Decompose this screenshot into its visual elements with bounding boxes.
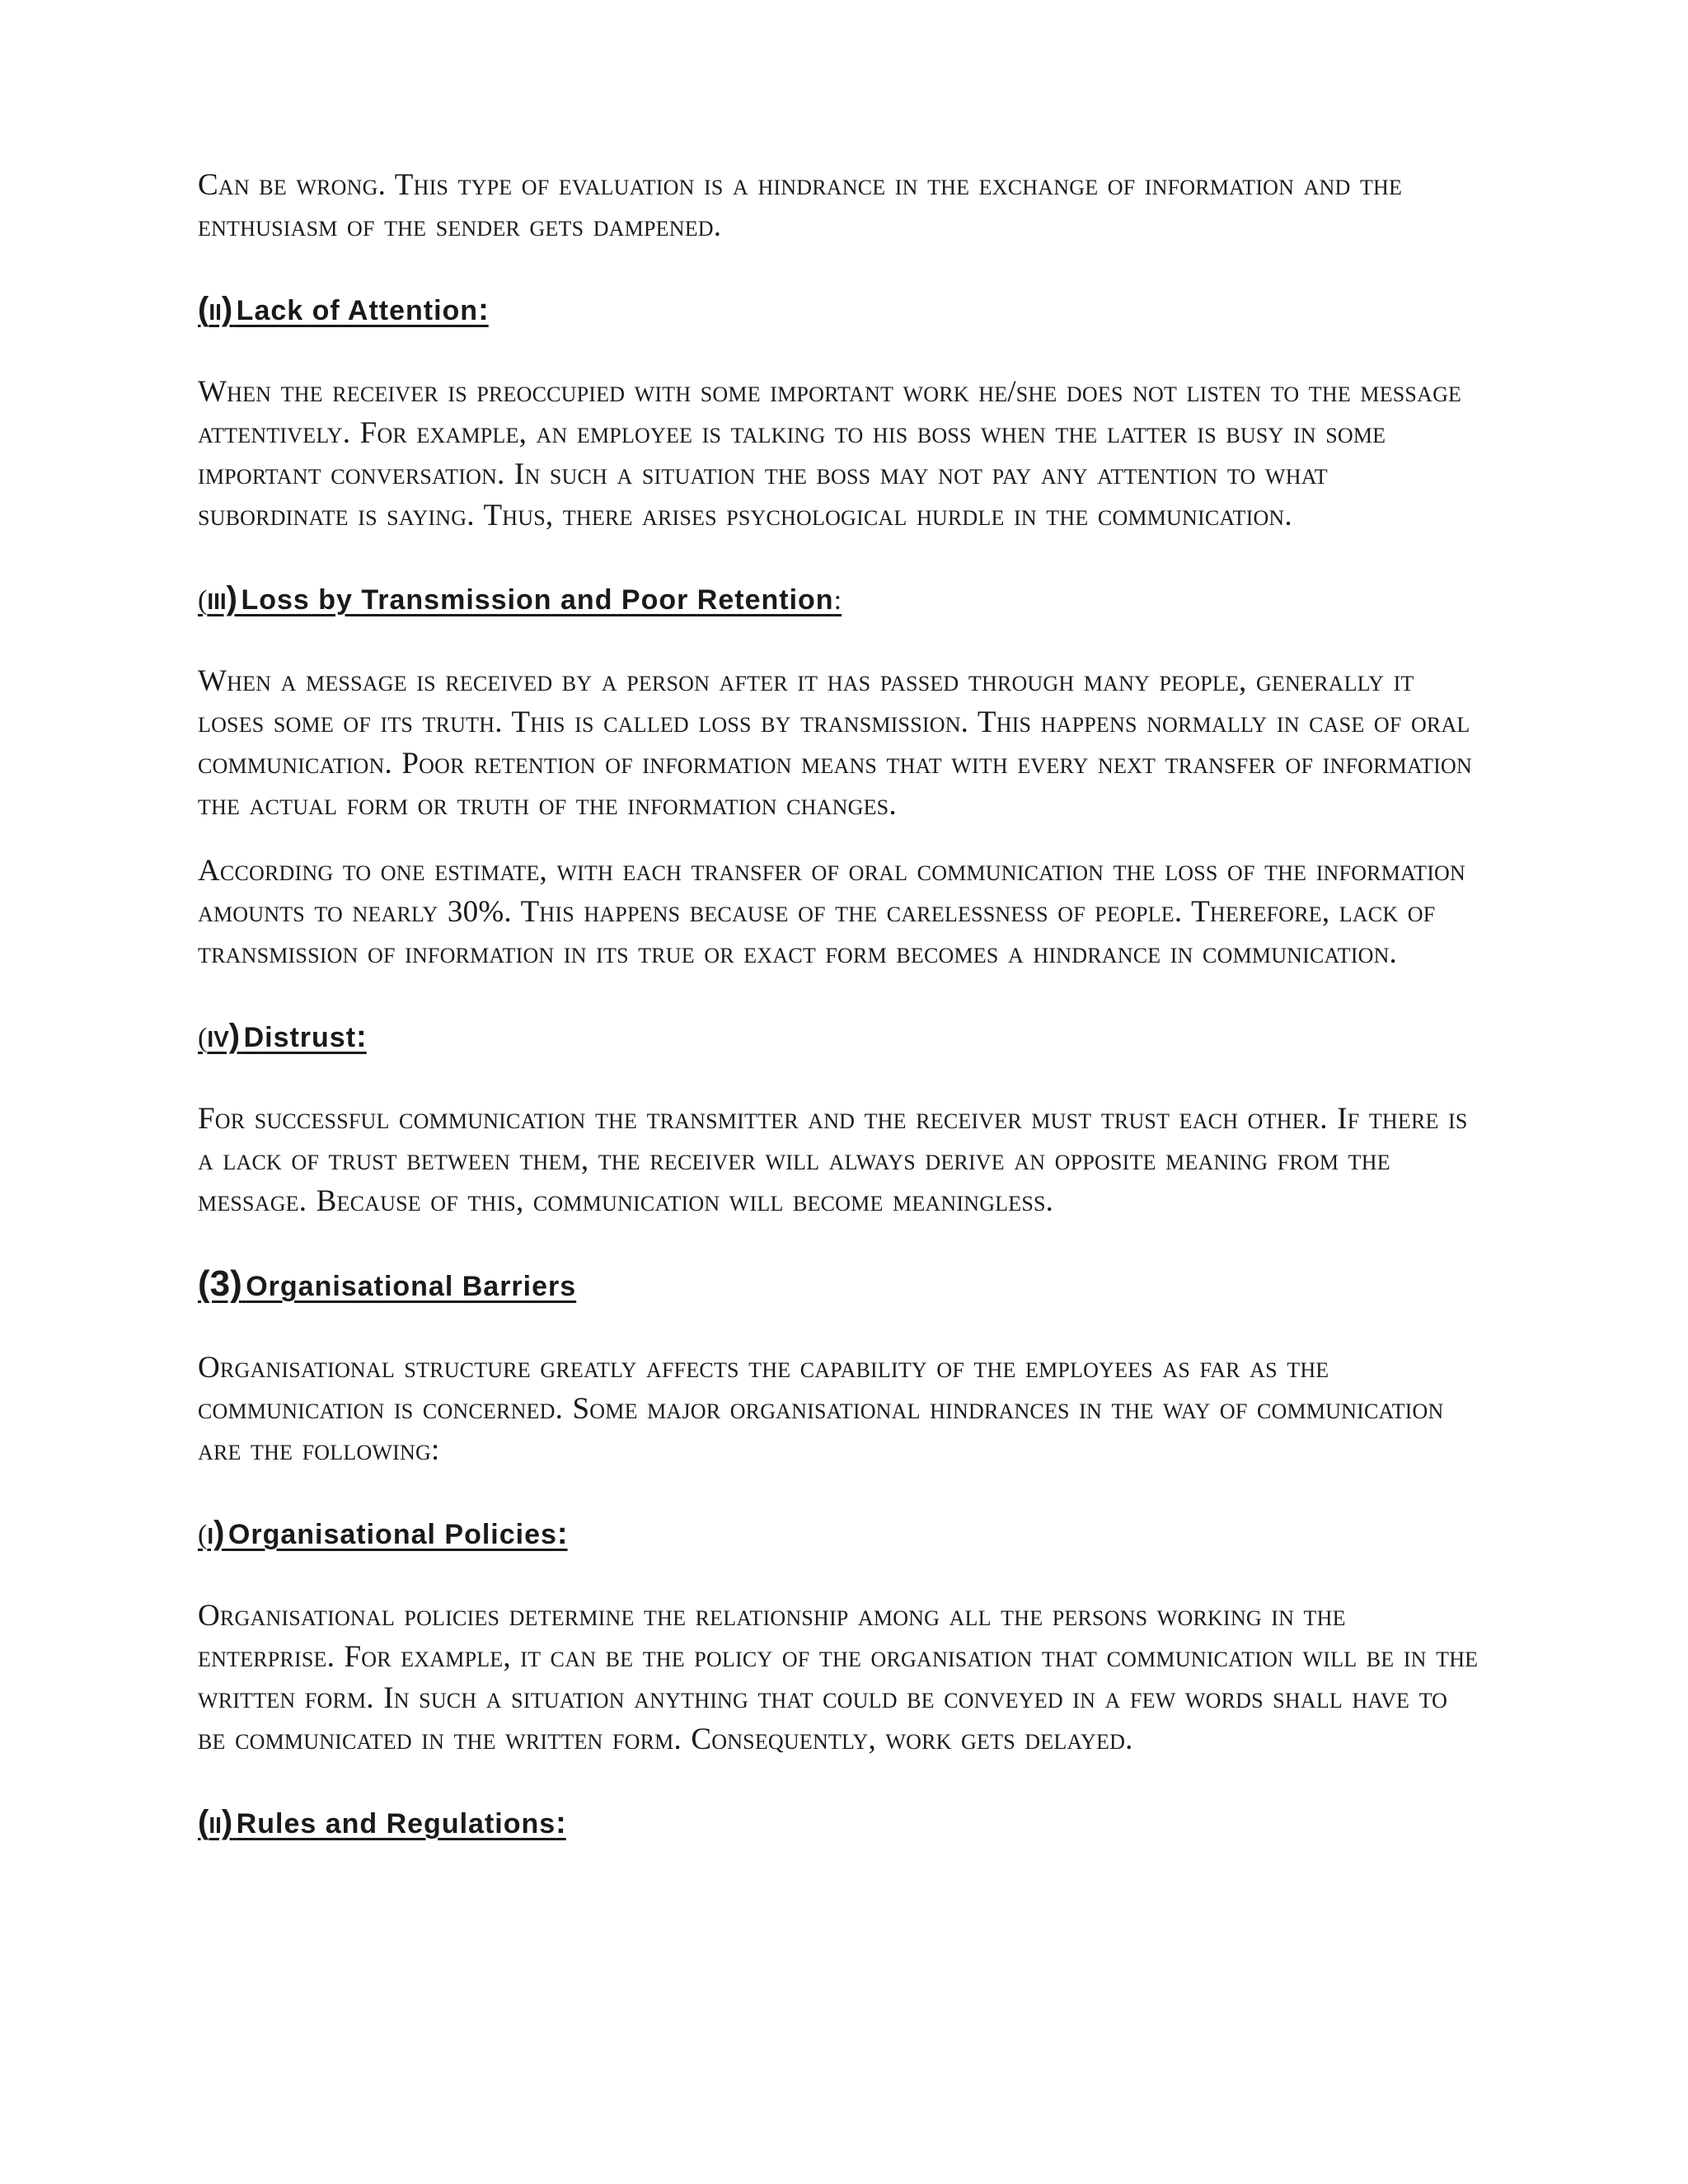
heading-number: ( bbox=[198, 1804, 209, 1840]
heading-open-paren: ( bbox=[198, 585, 208, 616]
heading-title: Organisational Policies bbox=[227, 1519, 557, 1550]
heading-title: Organisational Barriers bbox=[246, 1271, 577, 1302]
paragraph-organisational-policies: Organisational policies determine the relationship among all the persons working in the enterprise. For example, it can be the policy of the organisation that communication will be in the written form. In such a situation anything that could be conveyed in a few words shall have to be communicated in the written form. Consequently, work gets delayed. bbox=[198, 1599, 1479, 1756]
heading-loss-by-transmission bbox=[198, 576, 1484, 628]
heading-organisational-barriers bbox=[198, 1262, 1484, 1315]
heading-lack-of-attention bbox=[198, 287, 1484, 339]
paragraph-loss-by-transmission: When a message is received by a person after it has passed through many people, generally it loses some of its truth. This is called loss by transmission. This happens normally in case of oral communication. Poor retention of information means that with every next transfer of information the actual form or truth of the information changes. bbox=[198, 664, 1472, 822]
heading-number: ( bbox=[198, 291, 209, 327]
heading-title: Distrust bbox=[243, 1022, 357, 1053]
heading-colon: : bbox=[356, 1019, 367, 1054]
paragraph-distrust: For successful communication the transmitter and the receiver must trust each other. If there is a lack of trust between them, the receiver will always derive an opposite meaning from the message. Because of this, communication will become meaningless. bbox=[198, 1102, 1468, 1218]
heading-colon: : bbox=[556, 1806, 566, 1840]
paragraph-organisational-barriers: Organisational structure greatly affects the capability of the employees as far as the communication is concerned. Some major organisational hindrances in the way of communication are the following: bbox=[198, 1351, 1444, 1467]
heading-title: Loss by Transmission and Poor Retention bbox=[241, 584, 834, 616]
heading-number: iv) bbox=[207, 1018, 241, 1054]
heading-distrust bbox=[198, 1014, 1484, 1066]
document-page bbox=[198, 165, 1484, 1885]
heading-colon: : bbox=[556, 1516, 568, 1551]
heading-rules-and-regulations bbox=[198, 1800, 1484, 1852]
heading-number: ii) bbox=[209, 291, 233, 327]
paragraph-evaluation-end: Can be wrong. This type of evaluation is a hindrance in the exchange of information and the enthusiasm of the sender gets dampened. bbox=[198, 168, 1403, 243]
heading-colon: : bbox=[478, 293, 489, 327]
heading-title: Lack of Attention bbox=[236, 295, 479, 326]
heading-number: iii) bbox=[207, 580, 237, 616]
heading-open-paren: ( bbox=[198, 1520, 208, 1550]
heading-organisational-policies bbox=[198, 1511, 1484, 1563]
heading-number: i) bbox=[207, 1515, 225, 1551]
heading-number: ii) bbox=[209, 1804, 233, 1840]
heading-number: (3) bbox=[198, 1263, 242, 1304]
paragraph-lack-of-attention: When the receiver is preoccupied with some important work he/she does not listen to the message attentively. For example, an employee is talking to his boss when the latter is busy in some important conversation. In such a situation the boss may not pay any attention to what subordinate is saying. Thus, there arises psychological hurdle in the communication. bbox=[198, 375, 1462, 532]
paragraph-oral-estimate: According to one estimate, with each transfer of oral communication the loss of the information amounts to nearly 30%. This happens because of the carelessness of people. Therefore, lack of transmission of information in its true or exact form becomes a hindrance in communication. bbox=[198, 854, 1466, 970]
heading-title: Rules and Regulations bbox=[236, 1808, 556, 1840]
heading-colon: : bbox=[833, 585, 842, 616]
heading-open-paren: ( bbox=[198, 1023, 208, 1053]
